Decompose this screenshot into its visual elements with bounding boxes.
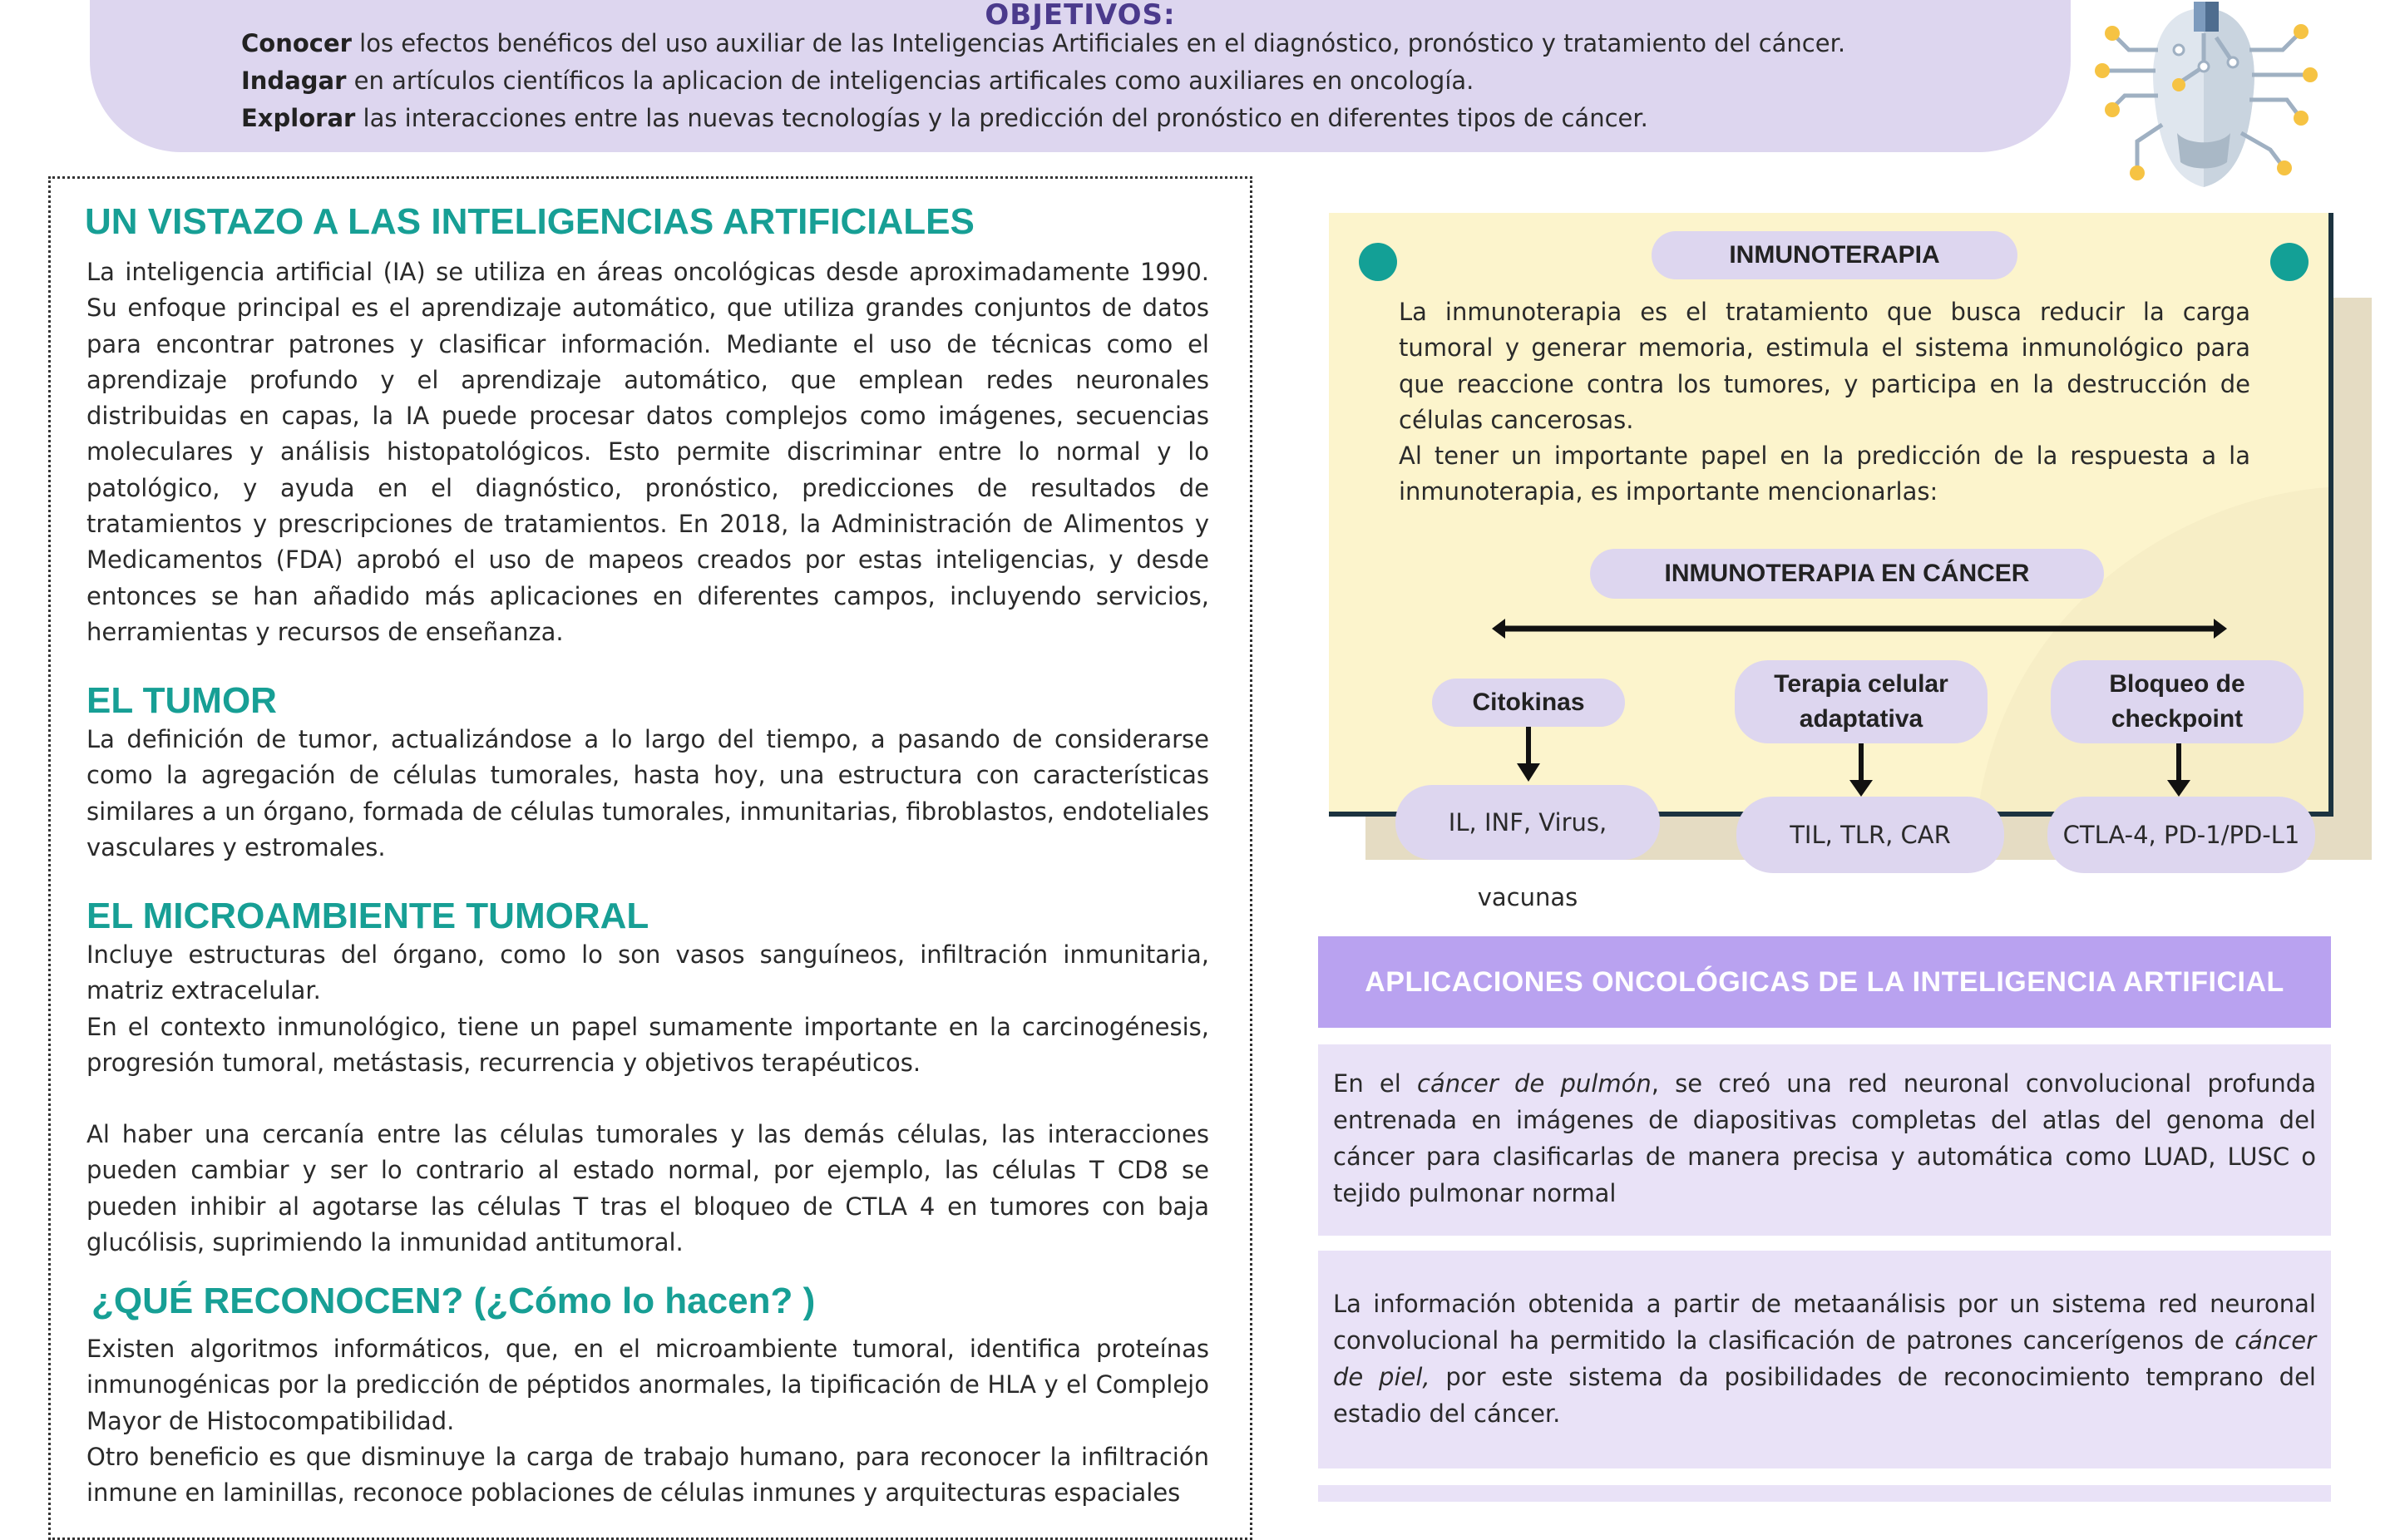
branch-citokinas: Citokinas: [1432, 679, 1625, 727]
teal-dot-icon: [1359, 243, 1397, 281]
section-body-recognition: [86, 1331, 1209, 1511]
recognition-paragraph: Otro beneficio es que disminuye la carga de trabajo humano, para reconocer la infiltración inmune en laminillas, reconoce poblaciones de células inmunes y arquitecturas espaciales: [86, 1442, 1209, 1508]
microenvironment-paragraph: Al haber una cercanía entre las células tumorales y las demás células, las interacciones pueden cambiar y ser lo contrario al estado normal, por ejemplo, las células T CD8 se pueden inhibir al agotarse las células T tras el bloqueo de CTLA 4 en tumores con baja glucólisis, suprimiendo la inmunidad antitumoral.: [86, 1120, 1209, 1257]
application-lung-cancer: En el cáncer de pulmón, se creó una red neuronal convolucional profunda entrenada en imágenes de diapositivas completas del atlas del genoma del cáncer para clasificarlas de manera precisa y automática como LUAD, LUSC o tejido pulmonar normal: [1318, 1044, 2331, 1236]
section-title-microenvironment: EL MICROAMBIENTE TUMORAL: [86, 896, 649, 936]
section-title-tumor: EL TUMOR: [86, 680, 277, 721]
immunotherapy-text: [1399, 294, 2250, 511]
immunotherapy-subtitle: INMUNOTERAPIA EN CÁNCER: [1590, 549, 2104, 599]
recognition-paragraph: Existen algoritmos informáticos, que, en el microambiente tumoral, identifica proteínas inmunogénicas por la predicción de péptidos anormales, la tipificación de HLA y el Complejo Mayor de Histocompatibilidad.: [86, 1335, 1209, 1435]
microenvironment-paragraph: En el contexto inmunológico, tiene un papel sumamente importante en la carcinogénesis, progresión tumoral, metástasis, recurrencia y objetivos terapéuticos.: [86, 1012, 1209, 1077]
branch-checkpoint-blockade: Bloqueo de checkpoint: [2051, 660, 2304, 743]
objectives-banner: [90, 0, 2071, 152]
arrowhead-left-icon: [1492, 619, 1505, 639]
arrowhead-right-icon: [2214, 619, 2227, 639]
objective-item: Explorar las interacciones entre las nuevas tecnologías y la predicción del pronóstico en diferentes tipos de cáncer.: [241, 104, 1648, 132]
section-body-tumor: La definición de tumor, actualizándose a lo largo del tiempo, a pasando de considerarse como la agregación de células tumorales, hasta hoy, una estructura con características similares a un órgano, formada de células tumorales, inmunitarias, fibroblastos, endoteliales vasculares y estromales.: [86, 725, 1209, 861]
immunotherapy-title: INMUNOTERAPIA: [1652, 231, 2017, 279]
result-adoptive-cell-therapy: TIL, TLR, CAR: [1736, 797, 2004, 873]
immunotherapy-paragraph: Al tener un importante papel en la predicción de la respuesta a la inmunoterapia, es importante mencionarlas:: [1399, 442, 2250, 506]
objectives-title: OBJETIVOS:: [985, 0, 1176, 32]
branch-adoptive-cell-therapy: Terapia celular adaptativa: [1735, 660, 1988, 743]
immunotherapy-paragraph: La inmunoterapia es el tratamiento que busca reducir la carga tumoral y generar memoria, estimula el sistema inmunológico para que reaccione contra los tumores, y participa en la destrucción de células cancerosas.: [1399, 298, 2250, 434]
section-title-recognition: ¿QUÉ RECONOCEN? (¿Cómo lo hacen? ): [91, 1281, 816, 1321]
ai-robot-head-circuit-icon: [2079, 0, 2328, 191]
result-citokinas: IL, INF, Virus, vacunas: [1395, 785, 1660, 860]
application-skin-cancer: La información obtenida a partir de metaanálisis por un sistema red neuronal convolucional ha permitido la clasificación de patrones cancerígenos de cáncer de piel, por este sistema da posibilidades de reconocimiento temprano del estadio del cáncer.: [1318, 1251, 2331, 1468]
application-next-box: [1318, 1485, 2331, 1502]
objectives-list: [241, 25, 1845, 137]
section-title-ai-overview: UN VISTAZO A LAS INTELIGENCIAS ARTIFICIALES: [85, 201, 975, 242]
teal-dot-icon: [2270, 243, 2309, 281]
spacer: [86, 1081, 1209, 1117]
section-body-microenvironment: [86, 937, 1209, 1261]
objective-item: Indagar en artículos científicos la aplicacion de inteligencias artificales como auxiliares en oncología.: [241, 67, 1474, 95]
result-checkpoint-blockade: CTLA-4, PD-1/PD-L1: [2047, 797, 2315, 873]
microenvironment-paragraph: Incluye estructuras del órgano, como lo son vasos sanguíneos, infiltración inmunitaria, matriz extracelular.: [86, 940, 1209, 1005]
section-body-ai-overview: La inteligencia artificial (IA) se utiliza en áreas oncológicas desde aproximadamente 1990. Su enfoque principal es el aprendizaje automático, que utiliza grandes conjuntos de datos para encontrar patrones y clasificar información. Mediante el uso de técnicas como el aprendizaje profundo y el aprendizaje automático, que emplean redes neuronales distribuidas en capas, la IA puede procesar datos complejos como imágenes, secuencias moleculares y análisis histopatológicos. Esto permite discriminar entre lo normal y lo patológico, y ayuda en el diagnóstico, pronóstico, predicciones de resultados de tratamientos y prescripciones de tratamientos. En 2018, la Administración de Alimentos y Medicamentos (FDA) aprobó el uso de mapeos creados por estas inteligencias, y desde entonces se han añadido más aplicaciones en diferentes campos, incluyendo servicios, herramientas y recursos de enseñanza.: [86, 258, 1209, 646]
objective-item: Conocer los efectos benéficos del uso auxiliar de las Inteligencias Artificiales en el diagnóstico, pronóstico y tratamiento del cáncer.: [241, 29, 1846, 57]
applications-title: APLICACIONES ONCOLÓGICAS DE LA INTELIGENCIA ARTIFICIAL: [1318, 936, 2331, 1028]
